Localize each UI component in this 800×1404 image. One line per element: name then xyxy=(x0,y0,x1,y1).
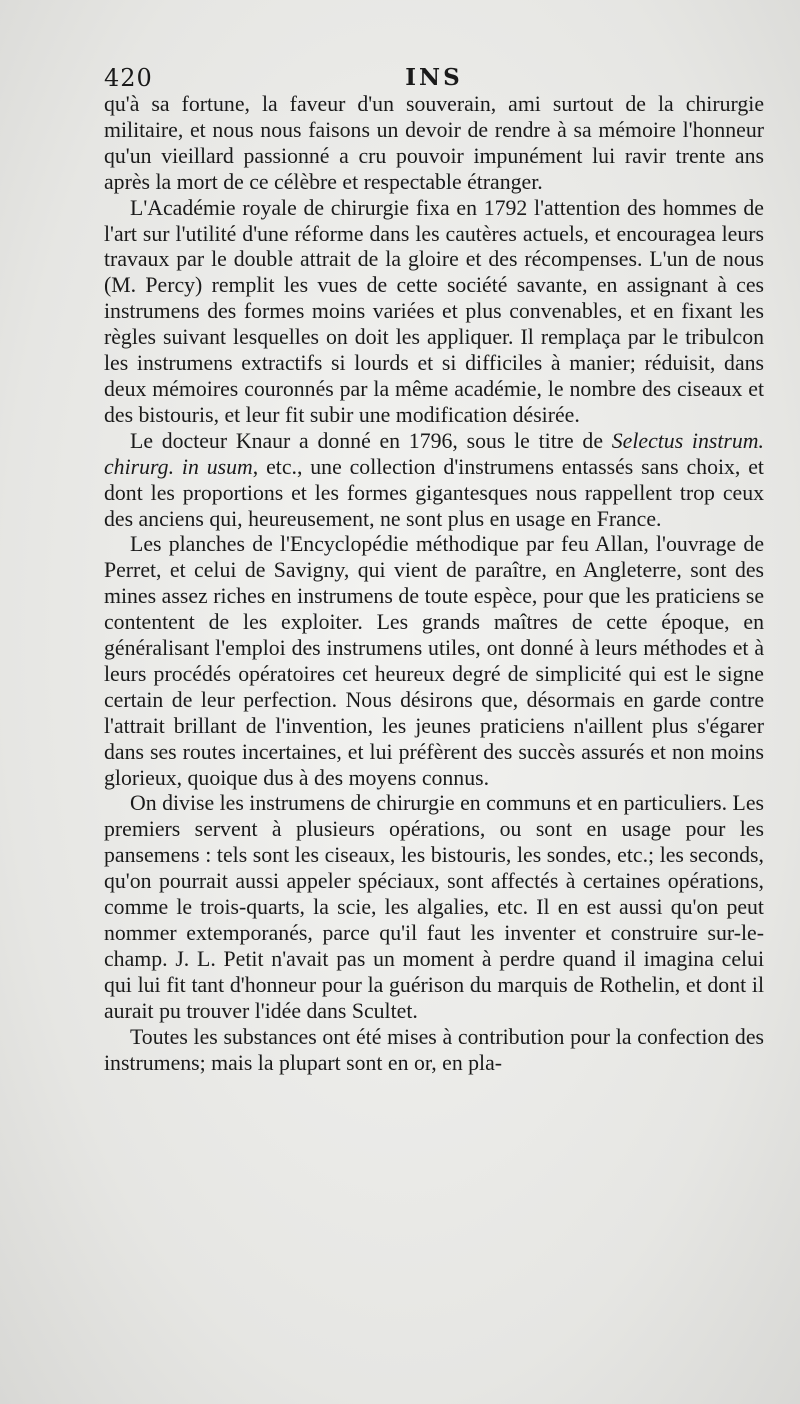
page-number: 420 xyxy=(104,64,153,92)
body-text xyxy=(104,92,764,1076)
running-head: INS xyxy=(405,64,463,91)
paragraph-2: L'Académie royale de chirurgie fixa en 1792 l'attention des hommes de l'art sur l'utilité d'une réforme dans les cautères actuels, et encouragea leurs travaux par le double attrait de la gloire et des récompenses. L'un de nous (M. Percy) remplit les vues de cette société savante, en assignant à ces instrumens des formes moins variées et plus convenables, et en fixant les règles suivant lesquelles on doit les appliquer. Il remplaça par le tribulcon les instrumens extractifs si lourds et si difficiles à manier; réduisit, dans deux mémoires couronnés par la même académie, le nombre des ciseaux et des bistouris, et leur fit subir une modification désirée. xyxy=(104,195,764,427)
paragraph-3-before: Le docteur Knaur a donné en 1796, sous le titre de xyxy=(130,428,612,453)
paragraph-1: qu'à sa fortune, la faveur d'un souverain, ami surtout de la chirurgie militaire, et nous nous faisons un devoir de rendre à sa mémoire l'honneur qu'un vieillard passionné a cru pouvoir impunément lui ravir trente ans après la mort de ce célèbre et respectable étranger. xyxy=(104,92,764,194)
book-title-italic: Selectus instrum. chirurg. in usum xyxy=(104,428,764,479)
paragraph-6: Toutes les substances ont été mises à contribution pour la confection des instrumens; mais la plupart sont en or, en pla- xyxy=(104,1024,764,1075)
paragraph-5: On divise les instrumens de chirurgie en communs et en particuliers. Les premiers servent à plusieurs opérations, ou sont en usage pour les pansemens : tels sont les ciseaux, les bistouris, les sondes, etc.; les seconds, qu'on pourrait aussi appeler spéciaux, sont affectés à certaines opérations, comme le trois-quarts, la scie, les algalies, etc. Il en est aussi qu'on peut nommer extemporanés, parce qu'il faut les inventer et construire sur-le-champ. J. L. Petit n'avait pas un moment à perdre quand il imagina celui qui lui fit tant d'honneur pour la guérison du marquis de Rothelin, et dont il aurait pu trouver l'idée dans Scultet. xyxy=(104,791,764,1023)
paragraph-3 xyxy=(104,429,764,533)
paragraph-4: Les planches de l'Encyclopédie méthodique par feu Allan, l'ouvrage de Perret, et celui de Savigny, qui vient de paraître, en Angleterre, sont des mines assez riches en instrumens de toute espèce, pour que les praticiens se contentent de les exploiter. Les grands maîtres de cette époque, en généralisant l'emploi des instrumens utiles, ont donné à leurs méthodes et à leurs procédés opératoires cet heureux degré de simplicité qui est le signe certain de leur perfection. Nous désirons que, désormais en garde contre l'attrait brillant de l'invention, les jeunes praticiens n'aillent plus s'égarer dans ses routes incertaines, et lui préfèrent des succès assurés et non moins glorieux, quoique dus à des moyens connus. xyxy=(104,532,764,790)
page-header xyxy=(104,58,764,92)
paragraph-3-after: , etc., une collection d'instrumens entassés sans choix, et dont les proportions et les formes gigantesques nous rappellent trop ceux des anciens qui, heureusement, ne sont plus en usage en France. xyxy=(104,454,764,531)
